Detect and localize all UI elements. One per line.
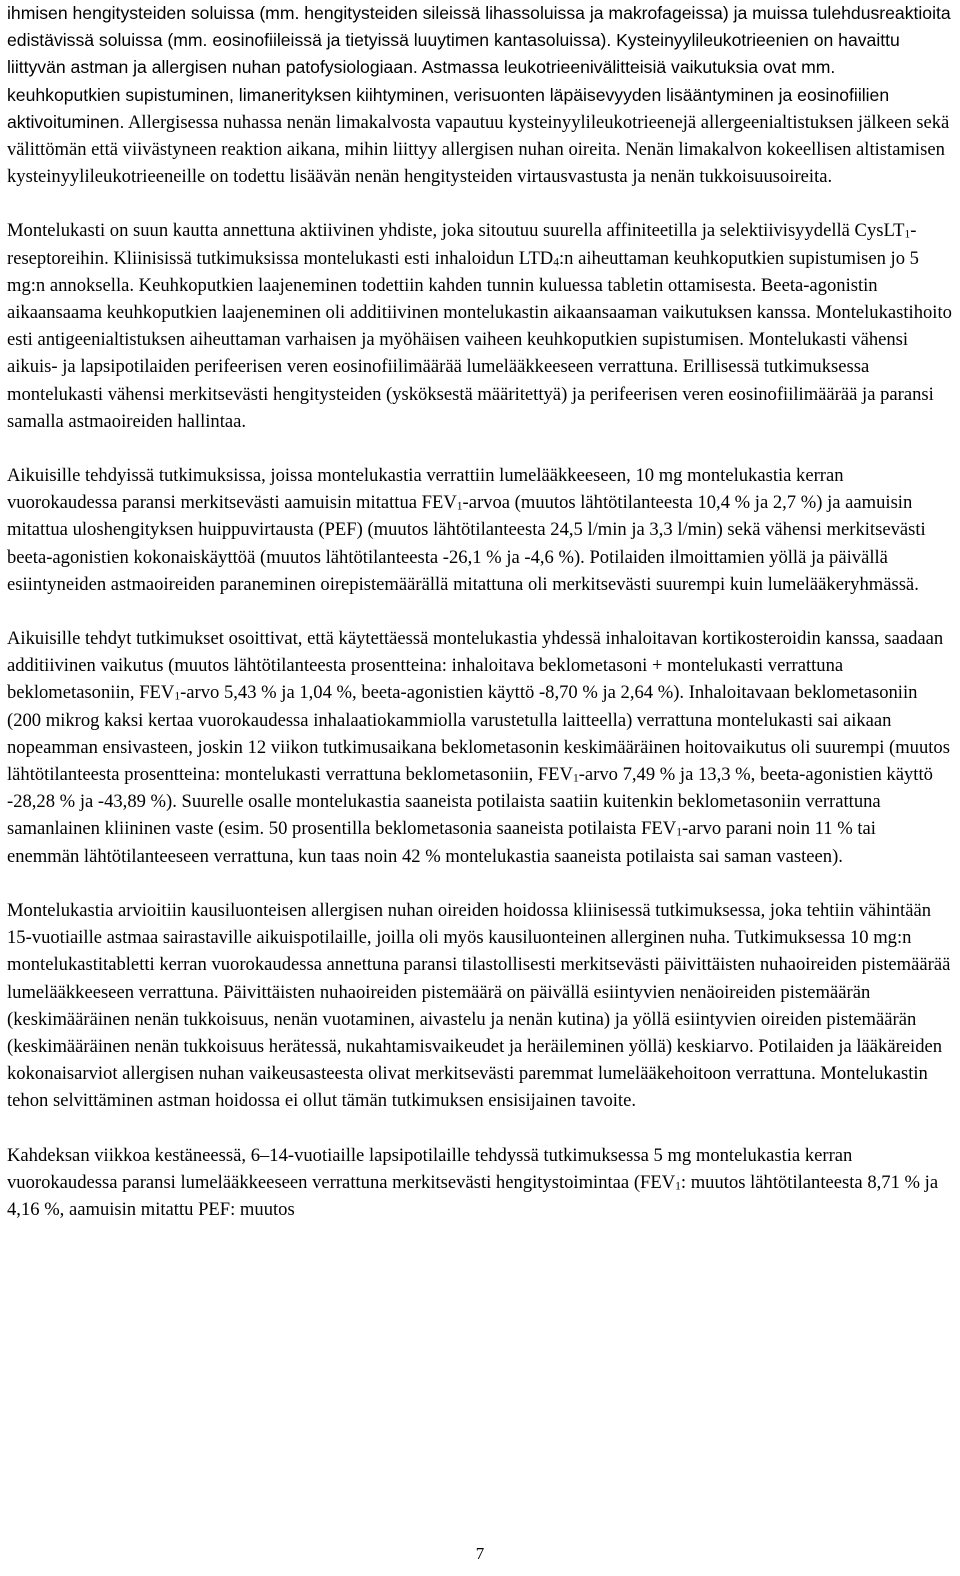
paragraph-allergic-rhinitis-study	[7, 897, 952, 1115]
subscript: 1	[456, 500, 463, 513]
text-segment: ihmisen hengitysteiden soluissa (mm. hengitysteiden sileissä lihassoluissa ja makrofageissa) ja muissa tulehdusreaktioita edistävissä soluissa (mm. eosinofiileissä ja tietyissä luuytimen kantasoluissa). Kysteinyylileukotrieenien on havaittu liittyvän astman ja allergisen nuhan patofysiologiaan. Astmassa leukotrieenivälitteisiä vaikutuksia ovat mm.	[7, 3, 951, 78]
paragraph-corticosteroid-studies	[7, 625, 952, 870]
text-segment: Aikuisille tehdyt tutkimukset osoittivat, että käytettäessä montelukastia yhdessä inhaloitavan kortikosteroidin kanssa, saadaan additiivinen vaikutus (muutos lähtötilanteesta prosentteina: inhaloitava beklometasoni + montelukasti verrattuna beklometasoniin, FEV	[7, 628, 944, 704]
text-segment: -arvo 5,43 % ja 1,04 %, beeta-agonistien käyttö -8,70 % ja 2,64 %). Inhaloitavaan beklometasoniin (200 mikrog kaksi kertaa vuorokaudessa inhalaatiokammiolla varustetulla laitteella) verrattuna montelukasti sai aikaan nopeamman ensivasteen, joskin 12 viikon tutkimusaikana beklometasonin keskimääräinen hoitovaikutus oli suurempi (muutos lähtötilanteesta prosentteina: montelukasti verrattuna beklometasoniin, FEV	[7, 682, 950, 786]
paragraph-montelukast-pharmacology	[7, 217, 952, 435]
subscript: 1	[174, 691, 181, 704]
text-segment: :n aiheuttaman keuhkoputkien supistumisen jo 5 mg:n annoksella. Keuhkoputkien laajeneminen todettiin kahden tunnin kuluessa tabletin ottamisesta. Beeta-agonistin aikaansaama keuhkoputkien laajeneminen oli additiivinen montelukastin aikaansaaman vaikutuksen kanssa. Montelukastihoito esti antigeenialtistuksen aiheuttaman varhaisen ja myöhäisen vaiheen keuhkoputkien supistumisen. Montelukasti vähensi aikuis- ja lapsipotilaiden perifeerisen veren eosinofiilimäärää lumelääkkeeseen verrattuna. Erillisessä tutkimuksessa montelukasti vähensi merkitsevästi hengitysteiden (ysköksestä määritettyä) ja perifeerisen veren eosinofiilimäärää ja paransi samalla astmaoireiden hallintaa.	[7, 247, 952, 432]
subscript: 1	[572, 772, 579, 785]
text-segment: Allergisessa nuhassa nenän limakalvosta vapautuu kysteinyylileukotrieenejä allergeenialtistuksen jälkeen sekä välittömän että viivästyneen reaktion aikana, mihin liittyy allergisen nuhan oireita. Nenän limakalvon kokeellisen altistamisen kysteinyylileukotrieeneille on todettu lisäävän nenän hengitysteiden virtausvastusta ja nenän tukkoisuusoireita.	[7, 111, 950, 188]
text-segment: -arvo parani noin 11 % tai enemmän lähtötilanteeseen verrattuna, kun taas noin 42 % montelukastia saaneista potilaista sai saman vasteen).	[7, 818, 876, 867]
subscript: 1	[676, 827, 682, 840]
text-segment: : muutos lähtötilanteesta 8,71 % ja 4,16 %, aamuisin mitattu PEF: muutos	[7, 1171, 939, 1220]
subscript: 4	[553, 256, 560, 269]
paragraph-pediatric-study	[7, 1142, 952, 1224]
text-segment: keuhkoputkien supistuminen, limanerityksen kiihtyminen, verisuonten läpäisevyyden lisääntyminen ja eosinofiilien aktivoituminen.	[7, 84, 890, 132]
text-segment: -arvo 7,49 % ja 13,3 %, beeta-agonistien käyttö -28,28 % ja -43,89 %). Suurelle osalle montelukastia saaneista potilaista saatiin kuitenkin beklometasoniin verrattuna samanlainen kliininen vaste (esim. 50 prosentilla beklometasonia saaneista potilaista FEV	[7, 764, 933, 840]
text-segment: Montelukastia arvioitiin kausiluonteisen allergisen nuhan oireiden hoidossa kliinisessä tutkimuksessa, joka tehtiin vähintään 15-vuotiaille astmaa sairastaville aikuispotilaille, joilla oli myös kausiluonteinen allerginen nuha. Tutkimuksessa 10 mg:n montelukastitabletti kerran vuorokaudessa annettuna paransi tilastollisesti merkitsevästi päivittäisten nuhaoireiden pistemäärää lumelääkkeeseen verrattuna. Päivittäisten nuhaoireiden pistemäärä on päivällä esiintyvien nenäoireiden pistemäärän (keskimääräinen nenän tukkoisuus, nenän vuotaminen, aivastelu ja nenän kutina) ja yöllä esiintyvien oireiden pistemäärän (keskimääräinen nenän tukkoisuus herätessä, nukahtamisvaikeudet ja heräileminen yöllä) keskiarvo. Potilaiden ja lääkäreiden kokonaisarviot allergisen nuhan vaikeusasteesta olivat merkitsevästi paremmat lumelääkehoitoon verrattuna. Montelukastin tehon selvittäminen astman hoidossa ei ollut tämän tutkimuksen ensisijainen tavoite.	[7, 899, 951, 1112]
text-segment: -reseptoreihin. Kliinisissä tutkimuksissa montelukasti esti inhaloidun LTD	[7, 220, 917, 269]
page-number: 7	[475, 1544, 485, 1563]
text-segment: Aikuisille tehdyissä tutkimuksissa, joissa montelukastia verrattiin lumelääkkeeseen, 10 mg montelukastia kerran vuorokaudessa paransi merkitsevästi aamuisin mitattua FEV	[7, 465, 844, 514]
text-segment: Montelukasti on suun kautta annettuna aktiivinen yhdiste, joka sitoutuu suurella affiniteetilla ja selektiivisyydellä CysLT	[7, 220, 905, 242]
subscript: 1	[904, 229, 911, 242]
paragraph-adult-placebo-studies	[7, 462, 952, 598]
text-segment: Kahdeksan viikkoa kestäneessä, 6–14-vuotiaille lapsipotilaille tehdyssä tutkimuksessa 5 mg montelukastia kerran vuorokaudessa paransi lumelääkkeeseen verrattuna merkitsevästi hengitystoimintaa (FEV	[7, 1144, 853, 1193]
text-segment: -arvoa (muutos lähtötilanteesta 10,4 % ja 2,7 %) ja aamuisin mitattua uloshengityksen huippuvirtausta (PEF) (muutos lähtötilanteesta 24,5 l/min ja 3,3 l/min) sekä vähensi merkitsevästi beeta-agonistien kokonaiskäyttöä (muutos lähtötilanteesta -26,1 % ja -4,6 %). Potilaiden ilmoittamien yöllä ja päivällä esiintyneiden astmaoireiden paraneminen oirepistemäärällä mitattuna oli merkitsevästi suurempi kuin lumelääkeryhmässä.	[7, 492, 926, 595]
paragraph-leukotriene-mechanism	[7, 0, 952, 190]
subscript: 1	[675, 1180, 681, 1193]
